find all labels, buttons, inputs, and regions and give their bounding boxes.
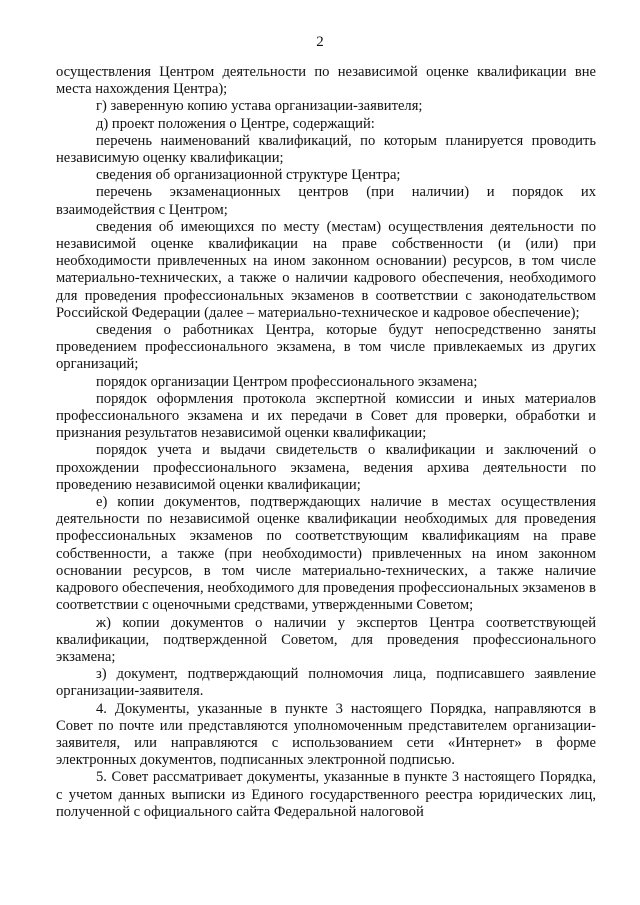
paragraph: г) заверенную копию устава организации-заявителя; — [96, 98, 423, 115]
paragraph: порядок оформления протокола экспертной комиссии и иных материалов профессионального экзамена и их передачи в Совет для проверки, обработки и признания результатов независимой оценки квалификации; — [56, 390, 596, 442]
paragraph: перечень наименований квалификаций, по которым планируется проводить независимую оценку квалификации; — [56, 132, 596, 167]
paragraph: ж) копии документов о наличии у экспертов Центра соответствующей квалификации, подтвержденной Советом, для проведения профессионального экзамена; — [56, 614, 596, 665]
paragraph: порядок учета и выдачи свидетельств о квалификации и заключений о прохождении профессионального экзамена, ведения архива деятельности по проведению независимой оценки квалификации; — [56, 442, 596, 493]
paragraph: д) проект положения о Центре, содержащий: — [96, 115, 375, 132]
paragraph: сведения о работниках Центра, которые будут непосредственно заняты проведением профессионального экзамена, в том числе привлекаемых из других организаций; — [56, 322, 596, 373]
paragraph: осуществления Центром деятельности по независимой оценке квалификации вне места нахождения Центра); — [56, 64, 596, 98]
paragraph: е) копии документов, подтверждающих наличие в местах осуществления деятельности по независимой оценке квалификации необходимых для проведения профессиональных экзаменов по соответствующим квалификациям на праве собственности, а также (при необходимости) привлеченных на ином законном основании ресурсов, в том числе материально-технических, а также наличие кадрового обеспечения, необходимого для проведения профессиональных экзаменов в соответствии с оценочными средствами, утвержденными Советом; — [56, 494, 596, 614]
paragraph: сведения об организационной структуре Центра; — [96, 167, 401, 184]
paragraph: з) документ, подтверждающий полномочия лица, подписавшего заявление организации-заявителя. — [56, 666, 596, 700]
paragraph: перечень экзаменационных центров (при наличии) и порядок их взаимодействия с Центром; — [56, 184, 596, 218]
paragraph: сведения об имеющихся по месту (местам) осуществления деятельности по независимой оценке квалификации на праве собственности (и (или) при необходимости привлеченных на ином законном основании) ресурсов, в том числе материально-технических, а также о наличии кадрового обеспечения, необходимого для проведения профессиональных экзаменов в соответствии с законодательством Российской Федерации (далее – материально-техническое и кадровое обеспечение); — [56, 218, 596, 321]
page-number: 2 — [316, 34, 324, 50]
document-body — [56, 64, 596, 821]
paragraph: 5. Совет рассматривает документы, указанные в пункте 3 настоящего Порядка, с учетом данных выписки из Единого государственного реестра юридических лиц, полученной с официального сайта Федеральной налоговой — [56, 769, 596, 820]
paragraph: порядок организации Центром профессионального экзамена; — [96, 373, 478, 390]
paragraph: 4. Документы, указанные в пункте 3 настоящего Порядка, направляются в Совет по почте или представляются уполномоченным представителем организации-заявителя, или направляются с использованием сети «Интернет» в форме электронных документов, подписанных электронной подписью. — [56, 700, 596, 769]
